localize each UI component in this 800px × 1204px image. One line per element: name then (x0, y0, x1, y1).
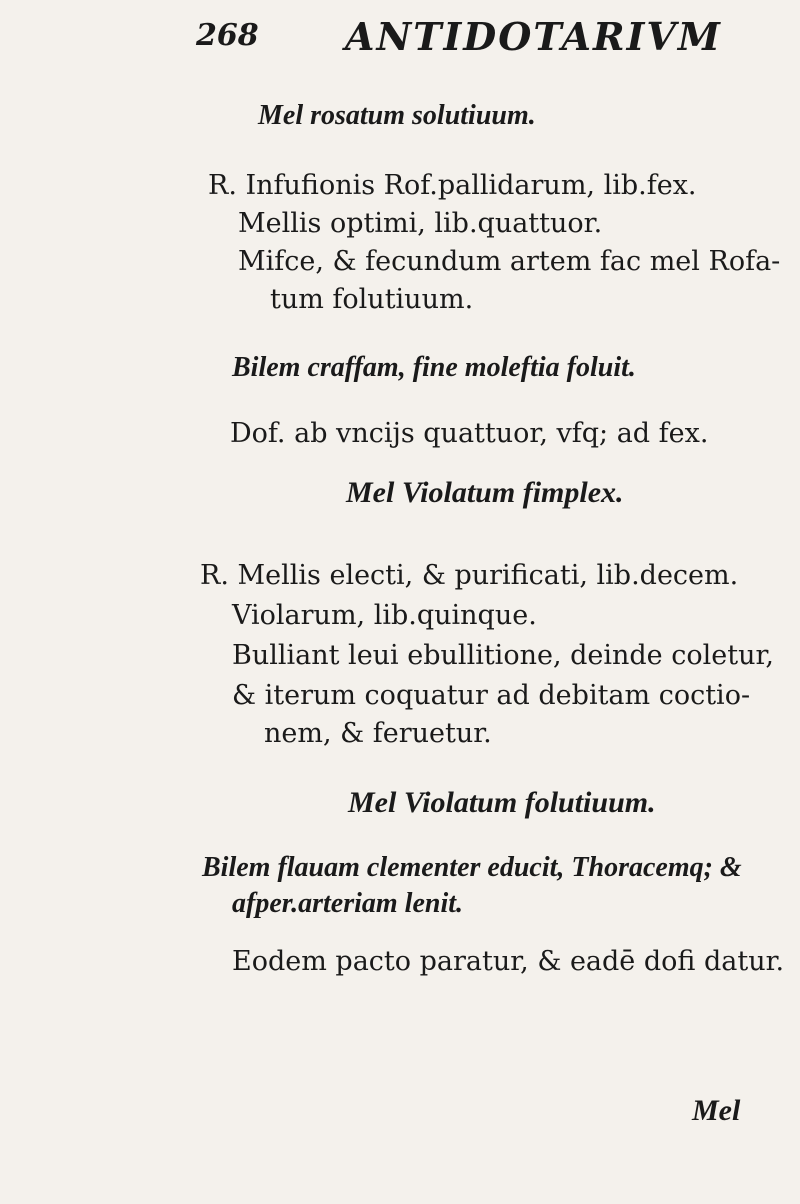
recipe-line: Mellis optimi, lib.quattuor. (238, 208, 603, 239)
virtue-line: afper.arteriam lenit. (232, 888, 463, 919)
recipe-line: R. Mellis electi, & purificati, lib.decem. (200, 560, 739, 591)
virtue-line: Bilem flauam clementer educit, Thoracemq; & (202, 852, 742, 883)
preparation-text: Eodem pacto paratur, & eadē dofi datur. (232, 946, 785, 977)
recipe-line: Bulliant leui ebullitione, deinde coletur, (232, 640, 774, 671)
recipe-title: Mel Violatum folutiuum. (348, 786, 656, 819)
dose-text: Dof. ab vncijs quattuor, vfq; ad fex. (230, 418, 709, 449)
recipe-line: Mifce, & fecundum artem fac mel Rofa- (238, 246, 781, 277)
virtue-text: Bilem craffam, fine moleftia foluit. (232, 352, 636, 383)
recipe-line: R. Infufionis Rof.pallidarum, lib.fex. (208, 170, 697, 201)
recipe-line: Violarum, lib.quinque. (232, 600, 537, 631)
recipe-line: tum folutiuum. (270, 284, 474, 315)
recipe-title: Mel rosatum solutiuum. (258, 100, 536, 131)
page-number: 268 (196, 18, 259, 53)
recipe-line: nem, & feruetur. (264, 718, 492, 749)
running-title: ANTIDOTARIVM (345, 14, 722, 59)
recipe-title: Mel Violatum fimplex. (346, 476, 624, 509)
catchword: Mel (692, 1094, 741, 1127)
recipe-line: & iterum coquatur ad debitam coctio- (232, 680, 751, 711)
